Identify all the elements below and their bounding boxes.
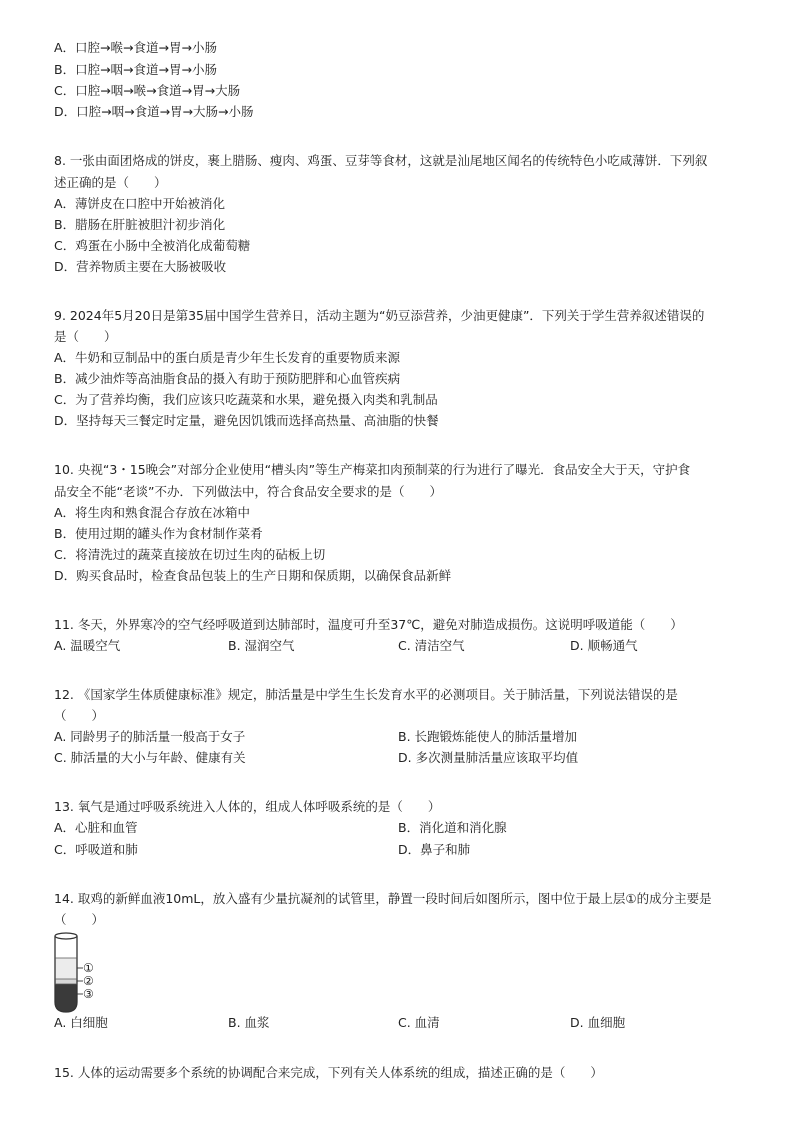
q9-stem-line1: 9. 2024年5月20日是第35届中国学生营养日，活动主题为“奶豆添营养，少油更健康”．下列关于学生营养叙述错误的	[54, 308, 705, 323]
q13-option-d: D．鼻子和肺	[398, 842, 471, 857]
q13-option-c: C．呼吸道和肺	[54, 842, 138, 857]
figure-label-3: ③	[83, 987, 94, 1001]
q9-option-d: D．坚持每天三餐定时定量，避免因饥饿而选择高热量、高油脂的快餐	[54, 413, 439, 428]
q14-stem-line1: 14. 取鸡的新鲜血液10mL，放入盛有少量抗凝剂的试管里，静置一段时间后如图所示，图中位于最上层①的成分主要是	[54, 891, 712, 906]
q10-option-c: C．将清洗过的蔬菜直接放在切过生肉的砧板上切	[54, 547, 326, 562]
q13-option-b: B．消化道和消化腺	[398, 820, 507, 835]
q12-stem-line1: 12. 《国家学生体质健康标准》规定，肺活量是中学生生长发育水平的必测项目。关于肺活量，下列说法错误的是	[54, 687, 678, 702]
q15-stem: 15. 人体的运动需要多个系统的协调配合来完成，下列有关人体系统的组成，描述正确的是（ ）	[54, 1065, 603, 1080]
q13-option-a: A．心脏和血管	[54, 820, 138, 835]
q14-stem-line2: （ ）	[54, 912, 105, 927]
q12-option-b: B. 长跑锻炼能使人的肺活量增加	[398, 729, 578, 744]
tube-layer-middle	[55, 979, 77, 984]
figure-label-1: ①	[83, 961, 94, 975]
q8-option-b: B．腊肠在肝脏被胆汁初步消化	[54, 217, 226, 232]
q13-stem: 13. 氧气是通过呼吸系统进入人体的，组成人体呼吸系统的是（ ）	[54, 799, 441, 814]
q7-option-c: C．口腔→咽→喉→食道→胃→大肠	[54, 83, 241, 98]
q12-option-c: C. 肺活量的大小与年龄、健康有关	[54, 750, 246, 765]
q9-option-a: A．牛奶和豆制品中的蛋白质是青少年生长发育的重要物质来源	[54, 350, 401, 365]
q7-option-a: A．口腔→喉→食道→胃→小肠	[54, 40, 217, 55]
test-tube-figure	[50, 928, 110, 1016]
q11-stem: 11. 冬天，外界寒冷的空气经呼吸道到达肺部时，温度可升至37℃，避免对肺造成损伤。这说明呼吸道能（ ）	[54, 617, 683, 632]
q12-option-a: A. 同龄男子的肺活量一般高于女子	[54, 729, 246, 744]
q14-option-b: B. 血浆	[228, 1015, 270, 1030]
q12-option-d: D. 多次测量肺活量应该取平均值	[398, 750, 579, 765]
q10-stem-line1: 10. 央视“3・15晚会”对部分企业使用“槽头肉”等生产梅菜扣肉预制菜的行为进行了曝光．食品安全大于天，守护食	[54, 462, 691, 477]
q14-option-c: C. 血清	[398, 1015, 440, 1030]
q11-option-a: A. 温暖空气	[54, 638, 121, 653]
tube-rim	[55, 933, 77, 939]
q11-option-d: D. 顺畅通气	[570, 638, 638, 653]
q8-stem-line1: 8. 一张由面团烙成的饼皮，裹上腊肠、瘦肉、鸡蛋、豆芽等食材，这就是汕尾地区闻名的传统特色小吃咸薄饼．下列叙	[54, 153, 708, 168]
q10-option-d: D．购买食品时，检查食品包装上的生产日期和保质期，以确保食品新鲜	[54, 568, 452, 583]
q14-option-a: A. 白细胞	[54, 1015, 108, 1030]
q11-option-c: C. 清洁空气	[398, 638, 465, 653]
q8-option-c: C．鸡蛋在小肠中全被消化成葡萄糖	[54, 238, 251, 253]
tube-layer-top	[55, 958, 77, 979]
q11-option-b: B. 湿润空气	[228, 638, 295, 653]
q12-stem-line2: （ ）	[54, 708, 105, 723]
q10-stem-line2: 品安全不能“老谈”不办．下列做法中，符合食品安全要求的是（ ）	[54, 484, 442, 499]
q8-stem-line2: 述正确的是（ ）	[54, 175, 167, 190]
q7-option-d: D．口腔→咽→食道→胃→大肠→小肠	[54, 104, 254, 119]
figure-label-2: ②	[83, 974, 94, 988]
q10-option-a: A．将生肉和熟食混合存放在冰箱中	[54, 505, 251, 520]
q9-option-b: B．减少油炸等高油脂食品的摄入有助于预防肥胖和心血管疾病	[54, 371, 401, 386]
q8-option-d: D．营养物质主要在大肠被吸收	[54, 259, 227, 274]
q14-option-d: D. 血细胞	[570, 1015, 626, 1030]
q9-stem-line2: 是（ ）	[54, 329, 117, 344]
q8-option-a: A．薄饼皮在口腔中开始被消化	[54, 196, 226, 211]
tube-layer-bottom	[55, 984, 77, 1012]
q7-option-b: B．口腔→咽→食道→胃→小肠	[54, 62, 217, 77]
q10-option-b: B．使用过期的罐头作为食材制作菜肴	[54, 526, 263, 541]
q9-option-c: C．为了营养均衡，我们应该只吃蔬菜和水果，避免摄入肉类和乳制品	[54, 392, 438, 407]
